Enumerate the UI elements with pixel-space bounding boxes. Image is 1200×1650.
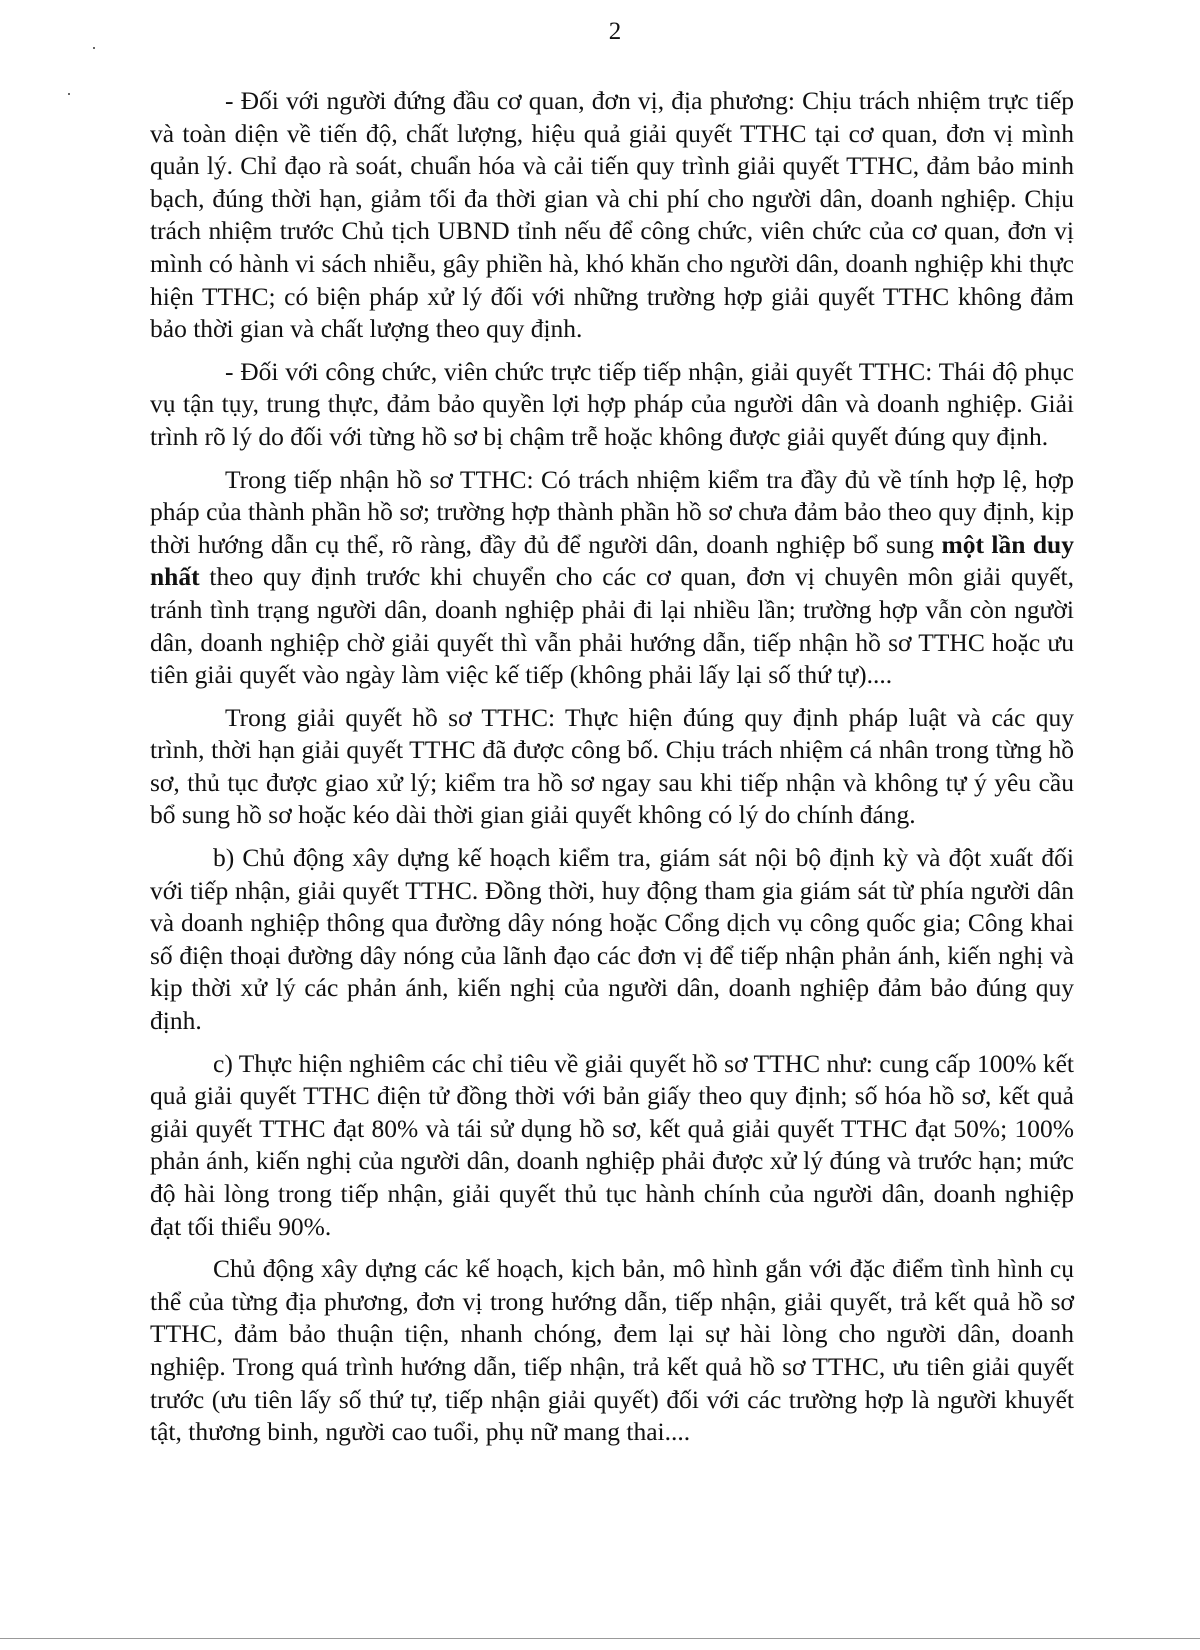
scan-speck [68, 93, 70, 95]
paragraph-text: Trong tiếp nhận hồ sơ TTHC: Có trách nhiệm kiểm tra đầy đủ về tính hợp lệ, hợp pháp của thành phần hồ sơ; trường hợp thành phần hồ sơ chưa đảm bảo theo quy định, kịp thời hướng dẫn cụ thể, rõ ràng, đầy đủ để người dân, doanh nghiệp bổ sung [150, 464, 1074, 559]
paragraph-resolving-dossiers: Trong giải quyết hồ sơ TTHC: Thực hiện đúng quy định pháp luật và các quy trình, thời hạn giải quyết TTHC đã được công bố. Chịu trách nhiệm cá nhân trong từng hồ sơ, thủ tục được giao xử lý; kiểm tra hồ sơ ngay sau khi tiếp nhận và không tự ý yêu cầu bổ sung hồ sơ hoặc kéo dài thời gian giải quyết không có lý do chính đáng. [150, 702, 1074, 830]
scan-speck [93, 47, 95, 49]
emphasis-text: một lần duy nhất [150, 529, 1074, 592]
paragraph-item-c: c) Thực hiện nghiêm các chỉ tiêu về giải quyết hồ sơ TTHC như: cung cấp 100% kết quả giải quyết TTHC điện tử đồng thời với bản giấy theo quy định; số hóa hồ sơ, kết quả giải quyết TTHC đạt 80% và tái sử dụng hồ sơ, kết quả giải quyết TTHC đạt 50%; 100% phản ánh, kiến nghị của người dân, doanh nghiệp phải được xử lý đúng và trước hạn; mức độ hài lòng trong tiếp nhận, giải quyết thủ tục hành chính của người dân, doanh nghiệp đạt tối thiểu 90%. [150, 1048, 1074, 1241]
paragraph-receiving-dossiers [150, 464, 1074, 692]
page-number: 2 [608, 18, 622, 45]
paragraph-item-b: b) Chủ động xây dựng kế hoạch kiểm tra, giám sát nội bộ định kỳ và đột xuất đối với tiếp nhận, giải quyết TTHC. Đồng thời, huy động tham gia giám sát từ phía người dân và doanh nghiệp thông qua đường dây nóng hoặc Cổng dịch vụ công quốc gia; Công khai số điện thoại đường dây nóng của lãnh đạo các đơn vị để tiếp nhận phản ánh, kiến nghị và kịp thời xử lý các phản ánh, kiến nghị của người dân, doanh nghiệp đảm bảo đúng quy định. [150, 843, 1074, 1036]
paragraph-head-of-agency: - Đối với người đứng đầu cơ quan, đơn vị, địa phương: Chịu trách nhiệm trực tiếp và toàn diện về tiến độ, chất lượng, hiệu quả giải quyết TTHC tại cơ quan, đơn vị mình quản lý. Chỉ đạo rà soát, chuẩn hóa và cải tiến quy trình giải quyết TTHC, đảm bảo minh bạch, đúng thời hạn, giảm tối đa thời gian và chi phí cho người dân, doanh nghiệp. Chịu trách nhiệm trước Chủ tịch UBND tỉnh nếu để công chức, viên chức của cơ quan, đơn vị mình có hành vi sách nhiễu, gây phiền hà, khó khăn cho người dân, doanh nghiệp khi thực hiện TTHC; có biện pháp xử lý đối với những trường hợp giải quyết TTHC không đảm bảo thời gian và chất lượng theo quy định. [150, 86, 1074, 344]
paragraph-proactive-plans: Chủ động xây dựng các kế hoạch, kịch bản, mô hình gắn với đặc điểm tình hình cụ thể của từng địa phương, đơn vị trong hướng dẫn, tiếp nhận, giải quyết, trả kết quả hồ sơ TTHC, đảm bảo thuận tiện, nhanh chóng, đem lại sự hài lòng cho người dân, doanh nghiệp. Trong quá trình hướng dẫn, tiếp nhận, trả kết quả hồ sơ TTHC, ưu tiên giải quyết trước (ưu tiên lấy số thứ tự, tiếp nhận giải quyết) đối với các trường hợp là người khuyết tật, thương binh, người cao tuổi, phụ nữ mang thai.... [150, 1254, 1074, 1447]
paragraph-civil-servants: - Đối với công chức, viên chức trực tiếp tiếp nhận, giải quyết TTHC: Thái độ phục vụ tận tụy, trung thực, đảm bảo quyền lợi hợp pháp của người dân và doanh nghiệp. Giải trình rõ lý do đối với từng hồ sơ bị chậm trễ hoặc không được giải quyết đúng quy định. [150, 356, 1074, 451]
paragraph-text: theo quy định trước khi chuyển cho các cơ quan, đơn vị chuyên môn giải quyết, tránh tình trạng người dân, doanh nghiệp phải đi lại nhiều lần; trường hợp vẫn còn người dân, doanh nghiệp chờ giải quyết thì vẫn phải hướng dẫn, tiếp nhận hồ sơ TTHC hoặc ưu tiên giải quyết vào ngày làm việc kế tiếp (không phải lấy lại số thứ tự).... [150, 562, 1074, 690]
page-bottom-rule [0, 1638, 1200, 1639]
document-body [150, 85, 1074, 1459]
